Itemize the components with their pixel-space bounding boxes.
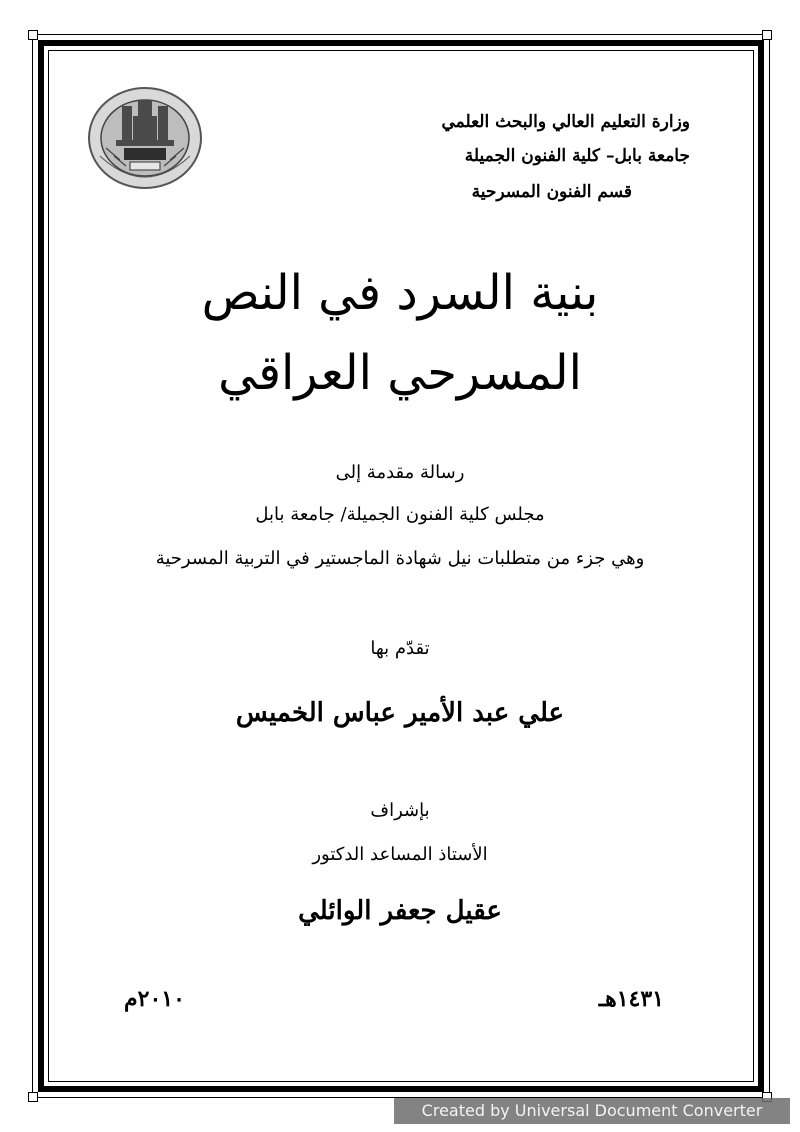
hijri-date: ١٤٣١هـ <box>598 986 664 1012</box>
university-seal-logo <box>86 86 204 190</box>
submission-line-3: وهي جزء من متطلبات نيل شهادة الماجستير في التربية المسرحية <box>155 548 645 569</box>
border-corner-bottom-left <box>28 1092 38 1102</box>
border-corner-top-left <box>28 30 38 40</box>
thesis-title-line-1: بنية السرد في النص <box>201 265 599 321</box>
thesis-title-line-2: المسرحي العراقي <box>218 345 582 401</box>
submission-line-2: مجلس كلية الفنون الجميلة/ جامعة بابل <box>255 504 545 525</box>
supervisor-rank: الأستاذ المساعد الدكتور <box>312 844 488 865</box>
border-corner-top-right <box>762 30 772 40</box>
gregorian-date: ٢٠١٠م <box>124 986 185 1012</box>
supervisor-intro: بإشراف <box>370 800 430 821</box>
submission-line-1: رسالة مقدمة إلى <box>335 462 465 483</box>
author-intro: تقدّم بها <box>370 638 430 659</box>
author-name: علي عبد الأمير عباس الخميس <box>235 698 565 728</box>
department-name: قسم الفنون المسرحية <box>471 182 632 202</box>
ministry-name: وزارة التعليم العالي والبحث العلمي <box>441 112 690 132</box>
university-college-name: جامعة بابل– كلية الفنون الجميلة <box>464 146 690 166</box>
converter-watermark: Created by Universal Document Converter <box>394 1098 790 1124</box>
supervisor-name: عقيل جعفر الوائلي <box>298 896 502 926</box>
